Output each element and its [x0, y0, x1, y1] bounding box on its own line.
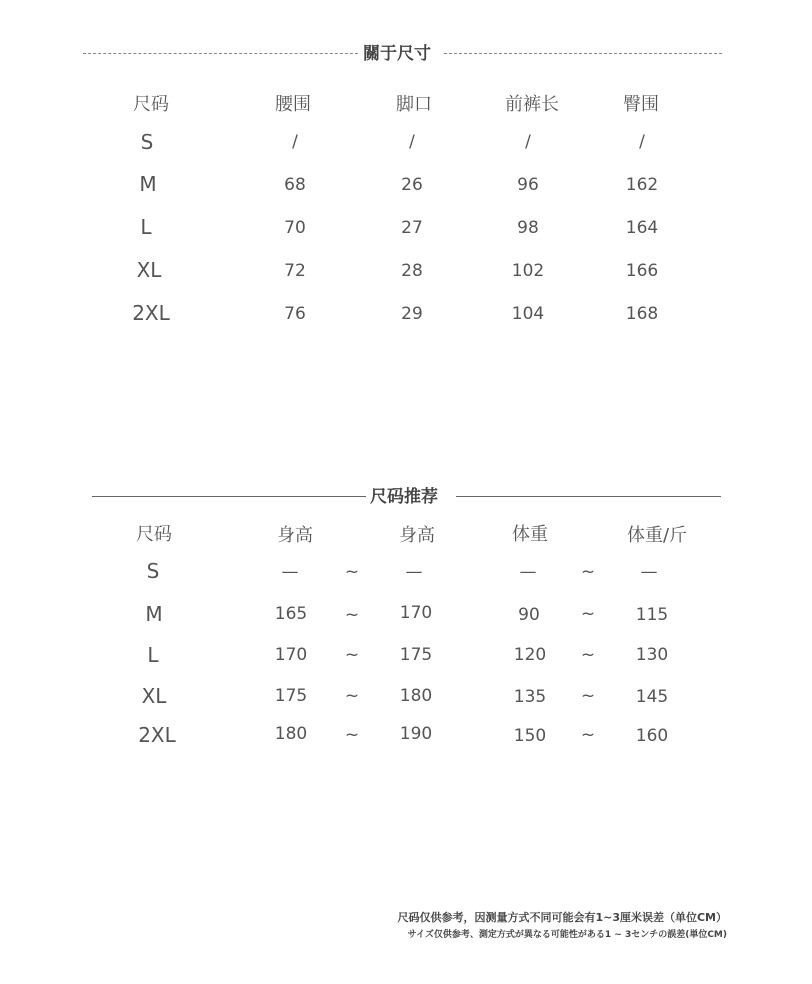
height-min-cell: 180 [274, 724, 308, 744]
footnote-japanese: サイズ仅供参考、測定方式が異なる可能性がある1 ~ 3センチの誤差(単位CM) [407, 930, 727, 940]
height-min-cell: 175 [274, 686, 308, 706]
height-max-cell: 170 [399, 603, 433, 623]
table-cell: 72 [284, 261, 306, 281]
table-cell: 168 [625, 304, 659, 324]
size-label: M [145, 602, 163, 626]
weight-min-cell: 135 [513, 687, 547, 707]
size-section-title: 關于尺寸 [359, 42, 435, 66]
range-tilde: ~ [344, 605, 360, 625]
title-divider-right [444, 53, 722, 54]
size-label: S [146, 559, 160, 583]
header-cell: 脚口 [396, 94, 432, 115]
weight-max-cell: 145 [635, 687, 669, 707]
range-tilde: ~ [580, 645, 596, 665]
header-cell: 身高 [277, 525, 313, 546]
height-max-cell: — [405, 562, 423, 582]
title-divider-left [92, 496, 366, 497]
size-label: L [140, 215, 152, 239]
table-cell: 98 [517, 218, 539, 238]
size-label: XL [136, 258, 162, 282]
height-max-cell: 190 [399, 724, 433, 744]
table-cell: 104 [511, 304, 545, 324]
size-label: 2XL [132, 301, 170, 325]
weight-max-cell: 160 [635, 726, 669, 746]
height-min-cell: — [281, 562, 299, 582]
table-cell: / [639, 132, 645, 152]
size-label: 2XL [138, 723, 176, 747]
weight-max-cell: 115 [635, 605, 669, 625]
footnote-chinese: 尺码仅供参考，因测量方式不同可能会有1~3厘米误差（单位CM） [397, 911, 727, 924]
header-cell: 臀围 [623, 94, 659, 115]
weight-min-cell: 90 [518, 605, 540, 625]
table-cell: 27 [401, 218, 423, 238]
table-cell: 68 [284, 175, 306, 195]
size-section-header [0, 42, 812, 66]
weight-max-cell: 130 [635, 645, 669, 665]
size-label: S [140, 130, 154, 154]
range-tilde: ~ [344, 645, 360, 665]
table-cell: 70 [284, 218, 306, 238]
size-label: L [147, 643, 159, 667]
header-cell: 身高 [399, 525, 435, 546]
range-tilde: ~ [580, 562, 596, 582]
header-cell: 前裤长 [505, 94, 559, 115]
height-max-cell: 175 [399, 645, 433, 665]
table-cell: 29 [401, 304, 423, 324]
weight-max-cell: — [640, 562, 658, 582]
title-divider-right [456, 496, 721, 497]
header-cell: 体重/斤 [626, 525, 688, 546]
header-cell: 尺码 [136, 524, 172, 545]
height-max-cell: 180 [399, 686, 433, 706]
table-cell: 102 [511, 261, 545, 281]
table-cell: 96 [517, 175, 539, 195]
title-divider-left [83, 53, 363, 54]
table-cell: 76 [284, 304, 306, 324]
range-tilde: ~ [580, 604, 596, 624]
table-cell: 162 [625, 175, 659, 195]
height-min-cell: 170 [274, 645, 308, 665]
height-min-cell: 165 [274, 604, 308, 624]
table-cell: 28 [401, 261, 423, 281]
table-cell: 26 [401, 175, 423, 195]
table-cell: 164 [625, 218, 659, 238]
header-cell: 体重 [512, 524, 548, 545]
range-tilde: ~ [344, 725, 360, 745]
table-cell: / [292, 132, 298, 152]
range-tilde: ~ [580, 686, 596, 706]
range-tilde: ~ [344, 562, 360, 582]
range-tilde: ~ [580, 725, 596, 745]
range-tilde: ~ [344, 686, 360, 706]
table-cell: 166 [625, 261, 659, 281]
recommend-section-title: 尺码推荐 [366, 485, 442, 509]
size-label: M [139, 172, 157, 196]
weight-min-cell: 120 [513, 645, 547, 665]
weight-min-cell: — [519, 562, 537, 582]
size-label: XL [141, 684, 167, 708]
table-cell: / [525, 132, 531, 152]
header-cell: 尺码 [133, 94, 169, 115]
recommend-section-header [0, 485, 812, 509]
weight-min-cell: 150 [513, 726, 547, 746]
header-cell: 腰围 [275, 94, 311, 115]
table-cell: / [409, 132, 415, 152]
